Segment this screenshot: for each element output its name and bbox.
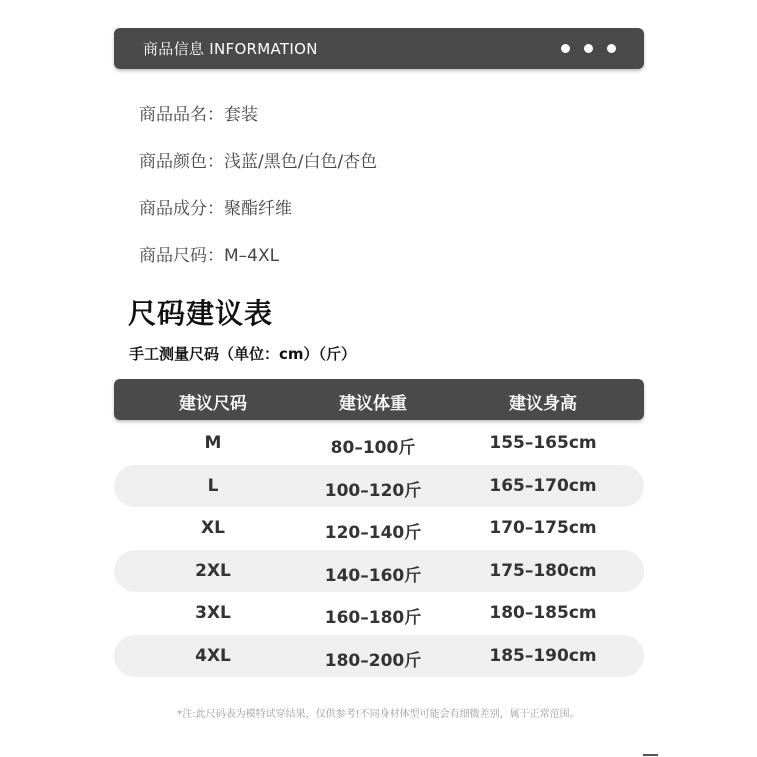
cell-size: L xyxy=(207,476,219,496)
cell-weight: 160–180斤 xyxy=(324,608,422,628)
footnote: *注:此尺码表为模特试穿结果，仅供参考!不同身材体型可能会有细微差别，属于正常范围。 xyxy=(177,709,580,720)
cell-height: 185–190cm xyxy=(489,646,597,666)
table-row xyxy=(114,550,644,592)
cell-weight: 100–120斤 xyxy=(324,481,422,501)
divider-mark xyxy=(643,754,658,756)
cell-size: XL xyxy=(201,518,225,538)
cell-height: 170–175cm xyxy=(489,518,597,538)
spec-row-size xyxy=(139,241,279,266)
spec-value: M–4XL xyxy=(224,246,280,266)
size-chart-subtitle: 手工测量尺码（单位：cm）（斤） xyxy=(129,345,357,363)
dot-icon xyxy=(561,44,570,53)
cell-weight: 80–100斤 xyxy=(330,438,416,458)
cell-size: 3XL xyxy=(195,603,231,623)
table-row xyxy=(114,635,644,677)
spec-value: 套装 xyxy=(224,105,258,125)
info-header-bar xyxy=(114,28,644,69)
column-header-weight: 建议体重 xyxy=(339,394,407,414)
dot-icon xyxy=(607,44,616,53)
cell-weight: 120–140斤 xyxy=(324,523,422,543)
spec-label: 商品尺码： xyxy=(139,246,224,266)
size-table-header xyxy=(114,379,644,420)
size-chart-title: 尺码建议表 xyxy=(128,297,274,330)
cell-height: 180–185cm xyxy=(489,603,597,623)
column-header-height: 建议身高 xyxy=(509,394,577,414)
cell-height: 165–170cm xyxy=(489,476,597,496)
table-row xyxy=(114,507,644,549)
cell-height: 175–180cm xyxy=(489,561,597,581)
cell-weight: 140–160斤 xyxy=(324,566,422,586)
info-header-title: 商品信息 INFORMATION xyxy=(143,40,318,58)
table-row xyxy=(114,465,644,507)
spec-row-material xyxy=(139,194,292,219)
spec-label: 商品成分： xyxy=(139,199,224,219)
table-row xyxy=(114,592,644,634)
table-row xyxy=(114,422,644,464)
cell-height: 155–165cm xyxy=(489,433,597,453)
spec-row-name xyxy=(139,100,258,125)
spec-label: 商品颜色： xyxy=(139,152,224,172)
dot-icon xyxy=(584,44,593,53)
cell-size: 2XL xyxy=(195,561,231,581)
cell-weight: 180–200斤 xyxy=(324,651,422,671)
spec-row-color xyxy=(139,147,377,172)
column-header-size: 建议尺码 xyxy=(179,394,247,414)
cell-size: M xyxy=(204,433,222,453)
spec-label: 商品品名： xyxy=(139,105,224,125)
spec-value: 浅蓝/黑色/白色/杏色 xyxy=(224,152,378,172)
cell-size: 4XL xyxy=(195,646,231,666)
more-dots-icon xyxy=(561,44,616,53)
spec-value: 聚酯纤维 xyxy=(224,199,292,219)
